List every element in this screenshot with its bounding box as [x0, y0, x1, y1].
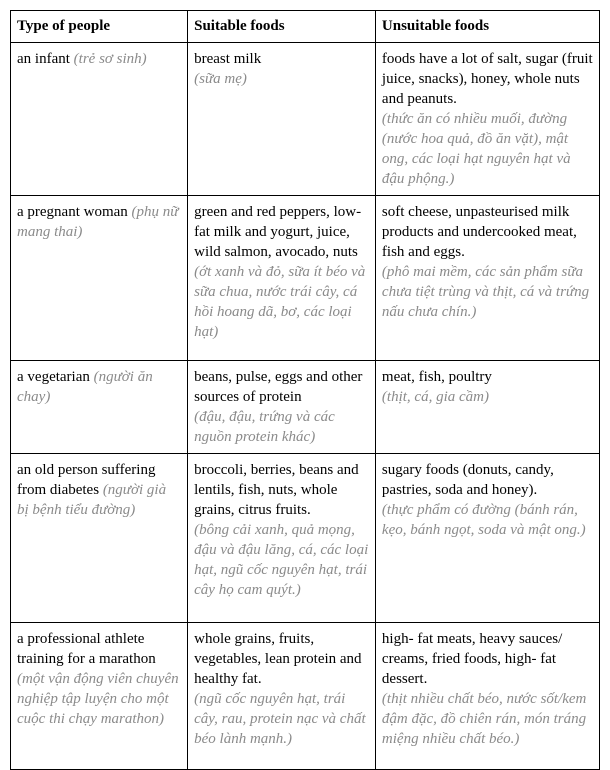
cell-unsuitable: [375, 196, 599, 361]
cell-unsuitable: [375, 43, 599, 196]
type-vi: (người ăn chay): [17, 369, 153, 405]
suitable-en: green and red peppers, low- fat milk and yogurt, juice, wild salmon, avocado, nuts: [194, 204, 362, 260]
table-row-pregnant-woman: [11, 196, 600, 361]
type-vi: (người già bị bệnh tiểu đường): [17, 482, 167, 518]
cell-suitable: [188, 361, 376, 454]
unsuitable-vi: (thịt, cá, gia cầm): [381, 389, 489, 405]
type-en: an infant: [17, 51, 74, 67]
header-row: [11, 11, 600, 43]
cell-unsuitable: [375, 454, 599, 623]
unsuitable-vi: (thực phẩm có đường (bánh rán, kẹo, bánh ngọt, soda và mật ong.): [381, 502, 586, 538]
suitable-vi: (bông cải xanh, quả mọng, đậu và đậu lăng, cá, các loại hạt, ngũ cốc nguyên hạt, trái cây họ cam quýt.): [194, 522, 369, 598]
suitable-vi: (ớt xanh và đỏ, sữa ít béo và sữa chua, nước trái cây, cá hồi hoang dã, bơ, các loại hạt): [194, 264, 366, 340]
unsuitable-vi: (phô mai mềm, các sản phẩm sữa chưa tiệt trùng và thịt, cá và trứng nấu chưa chín.): [381, 264, 590, 320]
header-suitable-foods: Suitable foods: [188, 11, 376, 43]
type-en: an old person suffering from diabetes: [17, 462, 156, 498]
table-row-infant: [11, 43, 600, 196]
cell-type: [11, 196, 188, 361]
table-row-old-person-diabetes: [11, 454, 600, 623]
suitable-vi: (sữa mẹ): [194, 71, 247, 87]
type-en: a vegetarian: [17, 369, 94, 385]
suitable-vi: (ngũ cốc nguyên hạt, trái cây, rau, protein nạc và chất béo lành mạnh.): [194, 691, 366, 747]
type-en: a professional athlete training for a marathon: [17, 631, 156, 667]
suitable-en: beans, pulse, eggs and other sources of protein: [194, 369, 363, 405]
type-vi: (trẻ sơ sinh): [73, 51, 147, 67]
suitable-en: broccoli, berries, beans and lentils, fish, nuts, whole grains, citrus fruits.: [194, 462, 359, 518]
table-row-marathon-athlete: [11, 623, 600, 770]
cell-suitable: [188, 43, 376, 196]
cell-type: [11, 454, 188, 623]
cell-type: [11, 623, 188, 770]
unsuitable-vi: (thức ăn có nhiều muối, đường (nước hoa quả, đồ ăn vặt), mật ong, các loại hạt nguyên hạt và đậu phộng.): [381, 111, 571, 187]
cell-suitable: [188, 623, 376, 770]
unsuitable-en: high- fat meats, heavy sauces/ creams, fried foods, high- fat dessert.: [381, 631, 563, 687]
type-vi: (một vận động viên chuyên nghiệp tập luyện cho một cuộc thi chạy marathon): [17, 671, 179, 727]
table-row-vegetarian: [11, 361, 600, 454]
suitable-vi: (đậu, đậu, trứng và các nguồn protein khác): [194, 409, 335, 445]
unsuitable-en: foods have a lot of salt, sugar (fruit juice, snacks), honey, whole nuts and peanuts.: [381, 51, 593, 107]
suitable-en: whole grains, fruits, vegetables, lean protein and healthy fat.: [194, 631, 362, 687]
unsuitable-vi: (thịt nhiều chất béo, nước sốt/kem đậm đặc, đồ chiên rán, món tráng miệng nhiều chất béo.): [381, 691, 587, 747]
header-type-of-people: Type of people: [11, 11, 188, 43]
food-suitability-table: [10, 10, 600, 770]
cell-unsuitable: [375, 623, 599, 770]
cell-unsuitable: [375, 361, 599, 454]
header-unsuitable-foods: Unsuitable foods: [375, 11, 599, 43]
suitable-en: breast milk: [194, 51, 262, 67]
cell-type: [11, 43, 188, 196]
type-en: a pregnant woman: [17, 204, 132, 220]
unsuitable-en: soft cheese, unpasteurised milk products and undercooked meat, fish and eggs.: [381, 204, 577, 260]
cell-type: [11, 361, 188, 454]
unsuitable-en: sugary foods (donuts, candy, pastries, soda and honey).: [381, 462, 554, 498]
cell-suitable: [188, 454, 376, 623]
cell-suitable: [188, 196, 376, 361]
type-vi: (phụ nữ mang thai): [17, 204, 179, 240]
unsuitable-en: meat, fish, poultry: [381, 369, 492, 385]
